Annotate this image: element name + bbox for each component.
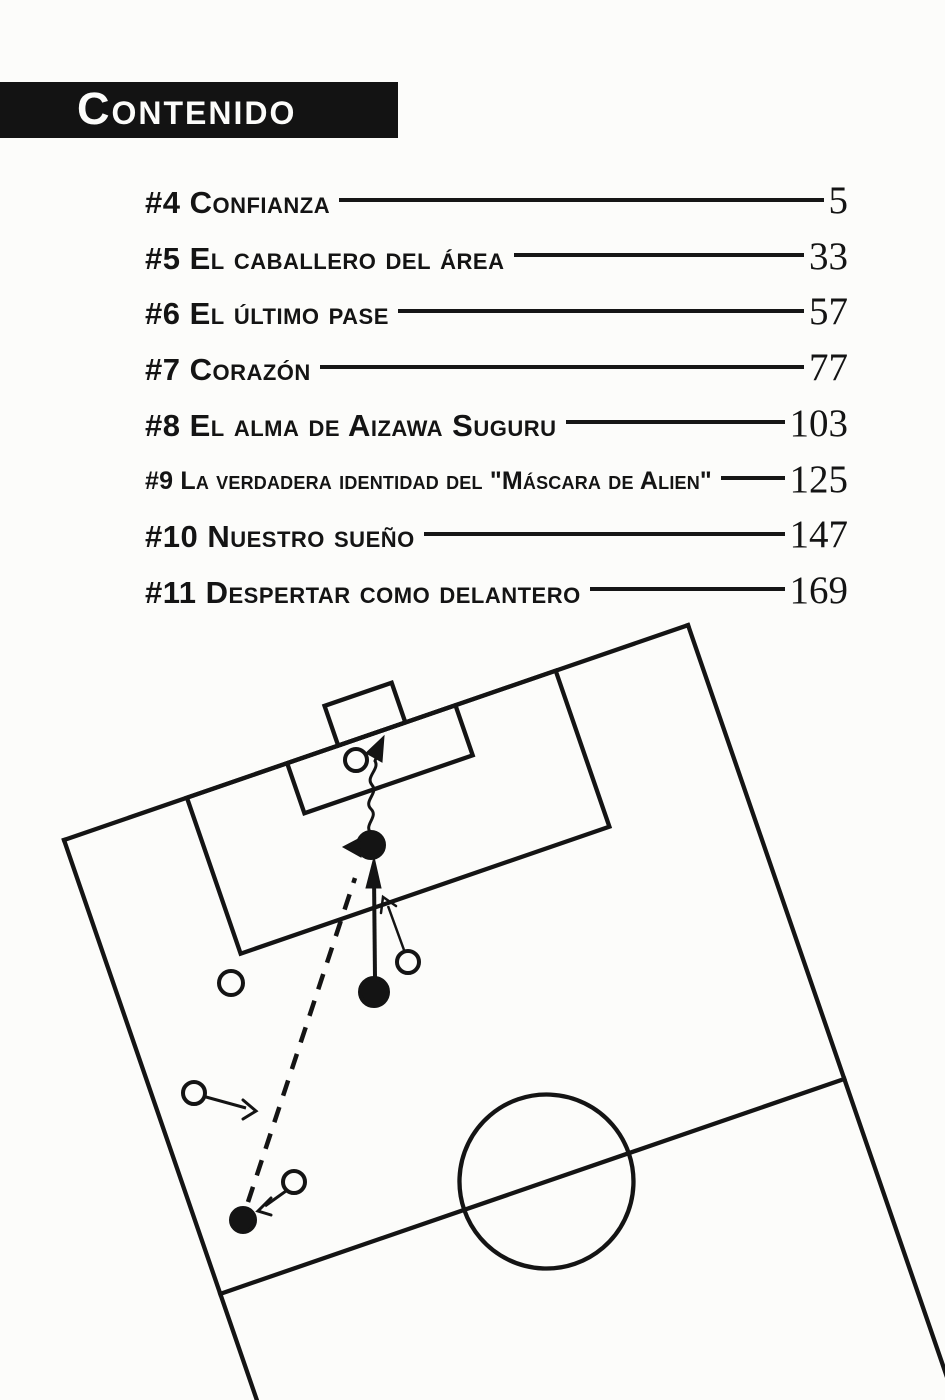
player-defender [283,1171,305,1193]
leader-line [424,532,785,536]
chapter-title: #10 Nuestro sueño [145,519,415,555]
page-number: 33 [809,234,848,278]
leader-line [721,476,785,480]
goal [325,683,406,746]
player-striker-with-ball [358,832,384,858]
leader-line [339,198,823,202]
support-run-arrow [366,857,381,978]
page-number: 125 [789,457,848,501]
toc-list [145,175,848,645]
chapter-title: #7 Corazón [145,352,311,388]
toc-row [145,398,848,453]
leader-line [398,309,804,313]
page-number: 57 [809,290,848,334]
player-goalkeeper [345,749,367,771]
field-lines [50,585,945,1400]
player-deep-runner [231,1208,255,1232]
chapter-title: #6 El último pase [145,296,389,332]
page-title: Contenido [77,82,297,134]
page-number: 169 [789,568,848,612]
leader-line [320,365,804,369]
page-number: 5 [828,179,848,222]
page-number: 77 [809,346,848,390]
right-sideline [688,625,945,1400]
penalty-area [187,671,609,954]
player-defender [219,971,243,995]
toc-row [145,175,848,230]
toc-row [145,231,848,286]
chapter-title: #11 Despertar como delantero [145,574,581,610]
chapter-title: #9 La verdadera identidad del "Máscara de Alien" [145,466,712,495]
through-run-dashed [248,878,355,1202]
player-defender [183,1082,205,1104]
toc-row [145,454,848,509]
page-number: 147 [789,513,848,557]
toc-row [145,286,848,341]
defender-shift-arrow-a [206,1097,256,1119]
shot-squiggle [366,736,384,833]
leader-line [566,420,785,424]
defender-shift-arrow-b [258,1191,286,1215]
toc-row [145,342,848,397]
toc-row [145,565,848,620]
leader-line [514,253,805,257]
chapter-title: #8 El alma de Aizawa Suguru [145,407,557,443]
player-marking-defender [397,951,419,973]
chapter-title: #5 El caballero del área [145,240,505,276]
player-supporting-forward [360,978,388,1006]
chapter-title: #4 Confianza [145,185,331,220]
halfway-line [220,1079,844,1294]
toc-row [145,509,848,564]
page-number: 103 [789,401,848,445]
leader-line [590,587,785,591]
